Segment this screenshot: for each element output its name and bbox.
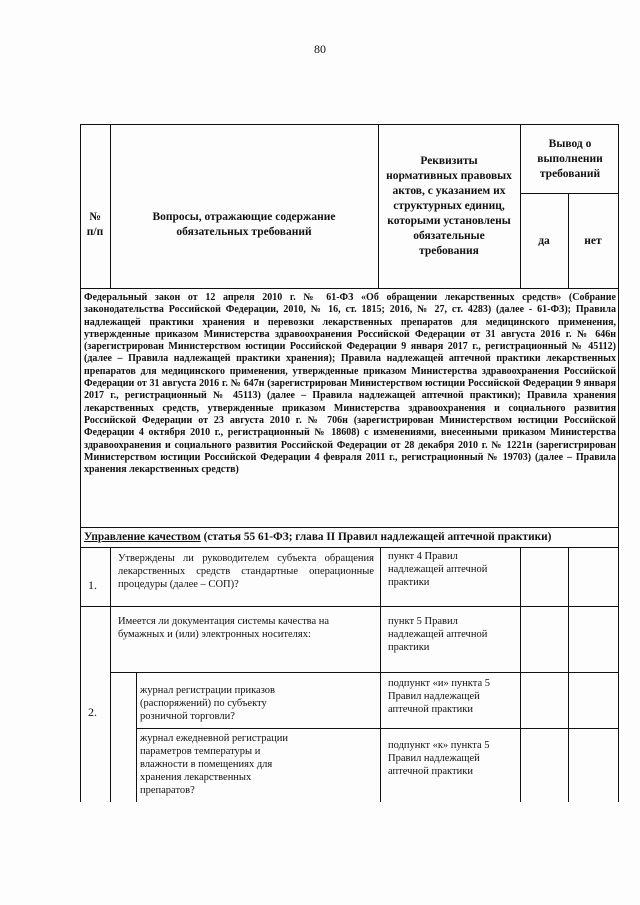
row-2-question: Имеется ли документация системы качества на бумажных и (или) электронных носителях:	[118, 616, 330, 640]
header-requisites: Реквизиты нормативных правовых актов, с указанием их структурных единиц, которыми установлены обязательные требования	[386, 154, 512, 257]
row-2-sub-1-requisite: подпункт «и» пункта 5 Правил надлежащей аптечной практики	[388, 678, 491, 715]
row-2-sub-1-question: журнал регистрации приказов (распоряжений) по субъекту розничной торговли?	[140, 685, 275, 722]
section-title-rest: (статья 55 61-ФЗ; глава II Правил надлежащей аптечной практики)	[200, 531, 552, 543]
header-number: № п/п	[86, 211, 104, 238]
row-2-requisite: пункт 5 Правил надлежащей аптечной практики	[388, 616, 488, 653]
law-references: Федеральный закон от 12 апреля 2010 г. № 61-ФЗ «Об обращении лекарственных средств» (Собрание законодательства Российской Федерации, 2010, № 16, ст. 1815; 2016, № 27, ст. 4283) (далее - 61-ФЗ); Правила надлежащей практики хранения и перевозки лекарственных препаратов для медицинского применения, утвержденные приказом Министерства здравоохранения Российской Федерации от 31 августа 2016 г. № 646н (зарегистрирован Министерством юстиции Российской Федерации 9 января 2017 г., регистрационный № 45112) (далее – Правила надлежащей практики хранения); Правила надлежащей аптечной практики лекарственных препаратов для медицинского применения, утвержденные приказом Министерства здравоохранения Российской Федерации от 31 августа 2016 г. № 647н (зарегистрирован Министерством юстиции Российской Федерации 9 января 2017 г., регистрационный № 45113) (далее – Правила надлежащей аптечной практики); Правила хранения лекарственных средств, утвержденные приказом Министерства здравоохранения и социального развития Российской Федерации от 23 августа 2010 г. № 706н (зарегистрирован Министерством юстиции Российской Федерации 4 октября 2010 г., регистрационный № 18608) с изменениями, внесенными приказом Министерства здравоохранения и социального развития Российской Федерации от 28 декабря 2010 г. № 1221н (зарегистрирован Министерством юстиции Российской Федерации 4 февраля 2011 г., регистрационный № 19703) (далее – Правила хранения лекарственных средств)	[84, 292, 616, 476]
row-2-number: 2.	[88, 705, 97, 719]
row-2-sub-2-question: журнал ежедневной регистрации параметров температуры и влажности в помещениях для хранения лекарственных препаратов?	[140, 733, 288, 796]
header-conclusion: Вывод о выполнении требований	[537, 137, 603, 180]
section-title-underlined: Управление качеством	[84, 531, 201, 543]
row-1-requisite: пункт 4 Правил надлежащей аптечной практики	[388, 551, 488, 588]
row-1-question: Утверждены ли руководителем субъекта обращения лекарственных средств стандартные операционные процедуры (далее – СОП)?	[118, 553, 374, 590]
row-1-number: 1.	[88, 578, 97, 592]
row-2-sub-2-requisite: подпункт «к» пункта 5 Правил надлежащей аптечной практики	[388, 740, 490, 777]
section-title	[84, 530, 551, 544]
header-yes: да	[538, 234, 550, 247]
page-number: 80	[314, 42, 326, 56]
header-no: нет	[584, 234, 602, 247]
header-questions: Вопросы, отражающие содержание обязательных требований	[152, 211, 336, 238]
